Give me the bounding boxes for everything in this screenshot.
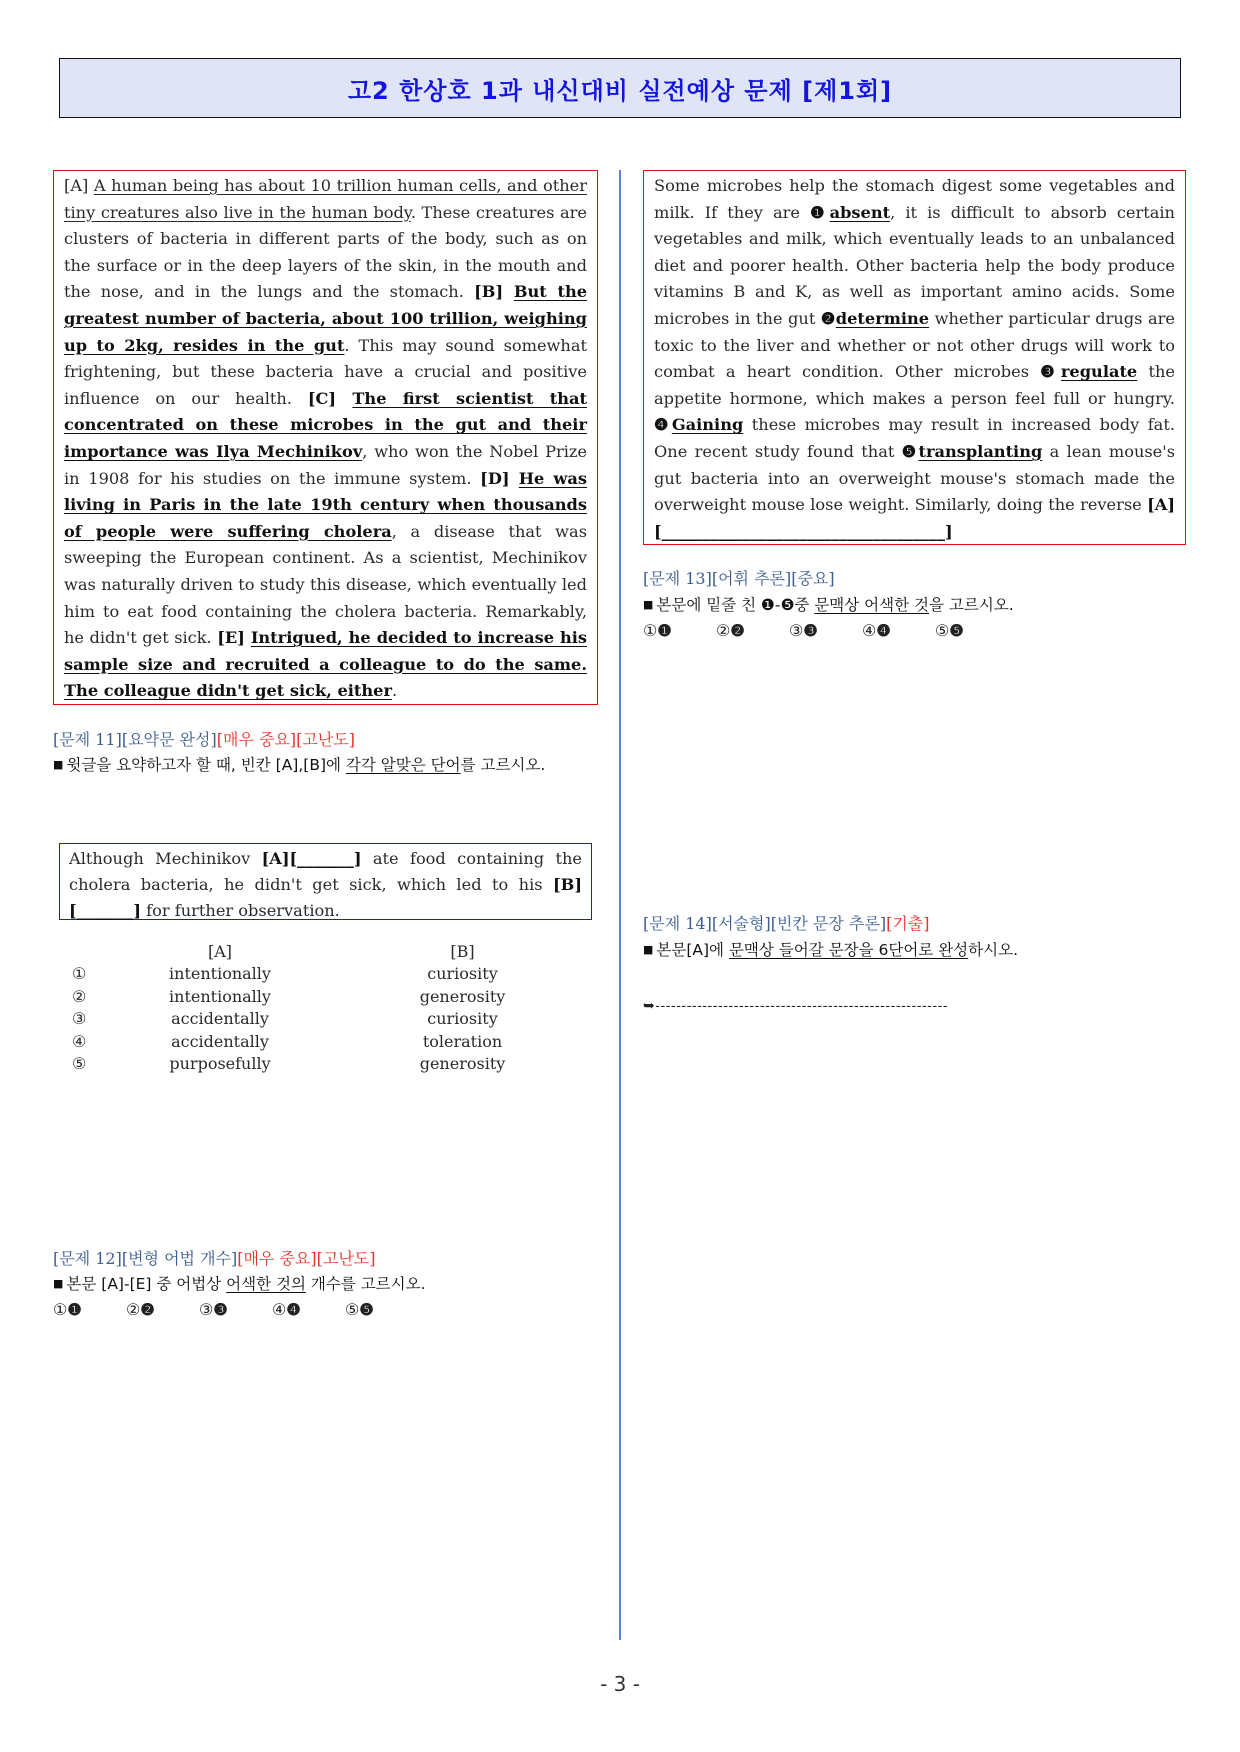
- choice-a: intentionally: [169, 986, 271, 1006]
- text-segment: for further observation.: [140, 901, 340, 920]
- text-segment: But the greatest number of bacteria, about 100 trillion, weighing up to 2kg, resides in the gut: [64, 282, 588, 355]
- text-segment: whether particular drugs are toxic to the liver and whether or not other drugs will work to combat a heart condition. Other microbes: [654, 308, 1175, 382]
- text-segment: a lean mouse's gut bacteria into an overweight mouse's stomach made the overweight mouse lose weight. Similarly, doing the reverse: [654, 441, 1176, 515]
- q11-instruction-post: 를 고르시오.: [460, 756, 546, 774]
- text-segment: transplanting: [918, 441, 1043, 461]
- text-segment: , a disease that was sweeping the European continent. As a scientist, Mechinikov was naturally driven to study this disease, which eventually led him to eat food containing the cholera bacteria. Remarkably, he didn't get sick.: [64, 521, 588, 648]
- choice-row[interactable]: [60, 963, 560, 986]
- q12-heading-tags: [문제 12][변형 어법 개수]: [53, 1249, 238, 1268]
- choice-b: generosity: [419, 986, 506, 1006]
- option-number: ①: [53, 1300, 68, 1319]
- q12-option-4[interactable]: [272, 1300, 345, 1319]
- q13-instruction: [643, 592, 1188, 618]
- page-number: - 3 -: [600, 1672, 640, 1696]
- choice-b: toleration: [422, 1031, 503, 1051]
- option-value: ❸: [213, 1300, 228, 1319]
- header-cell-a: [A]: [207, 941, 233, 961]
- q13-heading-tags: [문제 13][어휘 추론][중요]: [643, 569, 835, 588]
- choice-number: ⑤: [72, 1054, 87, 1074]
- choices-header-row: [60, 940, 560, 963]
- option-number: ③: [789, 621, 804, 640]
- q13-option-4[interactable]: [862, 621, 935, 640]
- text-segment: the appetite hormone, which makes a person feel full or hungry.: [654, 362, 1175, 408]
- text-segment: [A]: [64, 176, 94, 195]
- text-segment: , it is difficult to absorb certain vegetables and milk, which eventually leads to an unbalanced diet and poorer health. Other bacteria help the body produce vitamins B and K, as well as important amino acids. Some microbes in the gut: [654, 202, 1175, 328]
- choice-row[interactable]: [60, 985, 560, 1008]
- choice-number: ②: [72, 986, 87, 1006]
- q11-instruction: [53, 752, 598, 778]
- text-segment: . These creatures are clusters of bacteria in different parts of the body, such as on the surface or in the deep layers of the skin, in the mouth and the nose, and in the lungs and the stomach.: [64, 202, 587, 302]
- text-segment: . This may sound somewhat frightening, but these bacteria have a crucial and positive influence on our health.: [64, 335, 587, 408]
- choice-a: intentionally: [169, 964, 271, 984]
- q13-option-5[interactable]: [935, 621, 1008, 640]
- q14-instruction-post: 하시오.: [968, 941, 1019, 959]
- text-segment: [E]: [217, 628, 251, 648]
- option-value: ❹: [876, 621, 891, 640]
- option-value: ❺: [949, 621, 964, 640]
- text-segment: ❶: [810, 202, 830, 222]
- passage-right: [643, 170, 1186, 545]
- option-number: ④: [272, 1300, 287, 1319]
- passage-left: [53, 170, 598, 705]
- choice-number: ④: [72, 1031, 87, 1051]
- text-segment: Gaining: [671, 415, 744, 435]
- choice-row[interactable]: [60, 1053, 560, 1076]
- text-segment: The first scientist that concentrated on these microbes in the gut and their importance was Ilya Mechinikov: [64, 388, 588, 461]
- q14-heading: [643, 911, 930, 934]
- column-divider: [619, 170, 621, 1640]
- option-value: ❶: [657, 621, 672, 640]
- choice-row[interactable]: [60, 1030, 560, 1053]
- q13-instruction-post: 을 고르시오.: [928, 596, 1014, 614]
- text-segment: ❹: [654, 415, 672, 435]
- summary-box: [59, 843, 592, 920]
- text-segment: these microbes may result in increased body fat. One recent study found that: [654, 415, 1175, 461]
- q14-answer-line[interactable]: ➥--------------------------------------------------------: [643, 998, 949, 1014]
- text-segment: [D]: [480, 468, 519, 488]
- q12-heading-importance: [매우 중요][고난도]: [237, 1249, 376, 1268]
- q13-options: [643, 621, 1008, 640]
- q12-instruction-post: 개수를 고르시오.: [305, 1275, 426, 1293]
- text-segment: ❺: [901, 441, 919, 461]
- option-value: ❸: [803, 621, 818, 640]
- q11-heading-tags: [문제 11][요약문 완성]: [53, 730, 217, 749]
- text-segment: [A][___________________________________]: [654, 495, 1175, 541]
- q11-instruction-pre: 윗글을 요약하고자 할 때, 빈칸 [A],[B]에: [66, 756, 346, 774]
- choice-number: ①: [72, 964, 87, 984]
- header-cell-b: [B]: [450, 941, 475, 961]
- option-value: ❹: [286, 1300, 301, 1319]
- q14-instruction: [643, 937, 1188, 963]
- option-number: ③: [199, 1300, 214, 1319]
- option-number: ①: [643, 621, 658, 640]
- text-segment: Intrigued, he decided to increase his sample size and recruited a colleague to do the same. The colleague didn't get sick, either: [64, 628, 588, 701]
- q11-heading: [53, 727, 355, 750]
- text-segment: [C]: [307, 388, 353, 408]
- text-segment: Although Mechinikov: [69, 849, 262, 868]
- square-bullet-icon: ■: [53, 758, 64, 771]
- square-bullet-icon: ■: [643, 943, 654, 956]
- choice-a: purposefully: [169, 1054, 271, 1074]
- q13-option-1[interactable]: [643, 621, 716, 640]
- option-number: ④: [862, 621, 877, 640]
- q11-heading-importance: [매우 중요][고난도]: [216, 730, 355, 749]
- text-segment: ❷: [820, 308, 836, 328]
- text-segment: ate food containing the cholera bacteria, he didn't get sick, which led to his: [69, 849, 582, 894]
- choice-b: generosity: [419, 1054, 506, 1074]
- text-segment: determine: [835, 308, 930, 328]
- square-bullet-icon: ■: [643, 598, 654, 611]
- q12-option-1[interactable]: [53, 1300, 126, 1319]
- q14-instruction-underlined: 문맥상 들어갈 문장을 6단어로 완성: [728, 941, 969, 959]
- option-value: ❷: [730, 621, 745, 640]
- q11-instruction-underlined: 각각 알맞은 단어: [345, 756, 461, 774]
- q12-option-2[interactable]: [126, 1300, 199, 1319]
- q14-heading-tags: [문제 14][서술형][빈칸 문장 추론]: [643, 914, 887, 933]
- choices-table: [60, 940, 560, 1075]
- choice-row[interactable]: [60, 1008, 560, 1031]
- q12-options: [53, 1300, 418, 1319]
- option-number: ②: [716, 621, 731, 640]
- choice-a: accidentally: [171, 1009, 269, 1029]
- q13-option-2[interactable]: [716, 621, 789, 640]
- option-value: ❺: [359, 1300, 374, 1319]
- q13-heading: [643, 566, 835, 589]
- choice-b: curiosity: [427, 964, 498, 984]
- text-segment: He was living in Paris in the late 19th century when thousands of people were suffering cholera: [64, 468, 587, 541]
- q13-option-3[interactable]: [789, 621, 862, 640]
- text-segment: ❸: [1040, 362, 1061, 382]
- text-segment: regulate: [1060, 362, 1138, 382]
- choice-number: ③: [72, 1009, 87, 1029]
- header-box: [59, 58, 1181, 118]
- q12-option-5[interactable]: [345, 1300, 418, 1319]
- choice-b: curiosity: [427, 1009, 498, 1029]
- text-segment: .: [392, 681, 398, 701]
- square-bullet-icon: ■: [53, 1277, 64, 1290]
- q12-heading: [53, 1246, 375, 1269]
- text-segment: [A][_______]: [261, 849, 362, 868]
- q14-heading-importance: [기출]: [886, 914, 930, 933]
- text-segment: absent: [829, 202, 891, 222]
- text-segment: A human being has about 10 trillion human cells, and other tiny creatures also live in the human body: [64, 176, 587, 222]
- q12-option-3[interactable]: [199, 1300, 272, 1319]
- text-segment: , who won the Nobel Prize in 1908 for his studies on the immune system.: [64, 441, 587, 488]
- q14-instruction-pre: 본문[A]에: [656, 941, 729, 959]
- q12-instruction-pre: 본문 [A]-[E] 중 어법상: [66, 1275, 227, 1293]
- option-value: ❷: [140, 1300, 155, 1319]
- option-number: ②: [126, 1300, 141, 1319]
- text-segment: [B][_______]: [69, 875, 582, 920]
- q13-instruction-pre: 본문에 밑줄 친 ❶-❺중: [656, 596, 815, 614]
- page-title: 고2 한상호 1과 내신대비 실전예상 문제 [제1회]: [347, 76, 893, 105]
- q12-instruction: [53, 1271, 598, 1297]
- option-number: ⑤: [345, 1300, 360, 1319]
- option-number: ⑤: [935, 621, 950, 640]
- q12-instruction-underlined: 어색한 것의: [226, 1275, 306, 1293]
- option-value: ❶: [67, 1300, 82, 1319]
- text-segment: Some microbes help the stomach digest some vegetables and milk. If they are: [654, 176, 1175, 222]
- q13-instruction-underlined: 문맥상 어색한 것: [814, 596, 929, 614]
- text-segment: [B]: [474, 282, 514, 302]
- choice-a: accidentally: [171, 1031, 269, 1051]
